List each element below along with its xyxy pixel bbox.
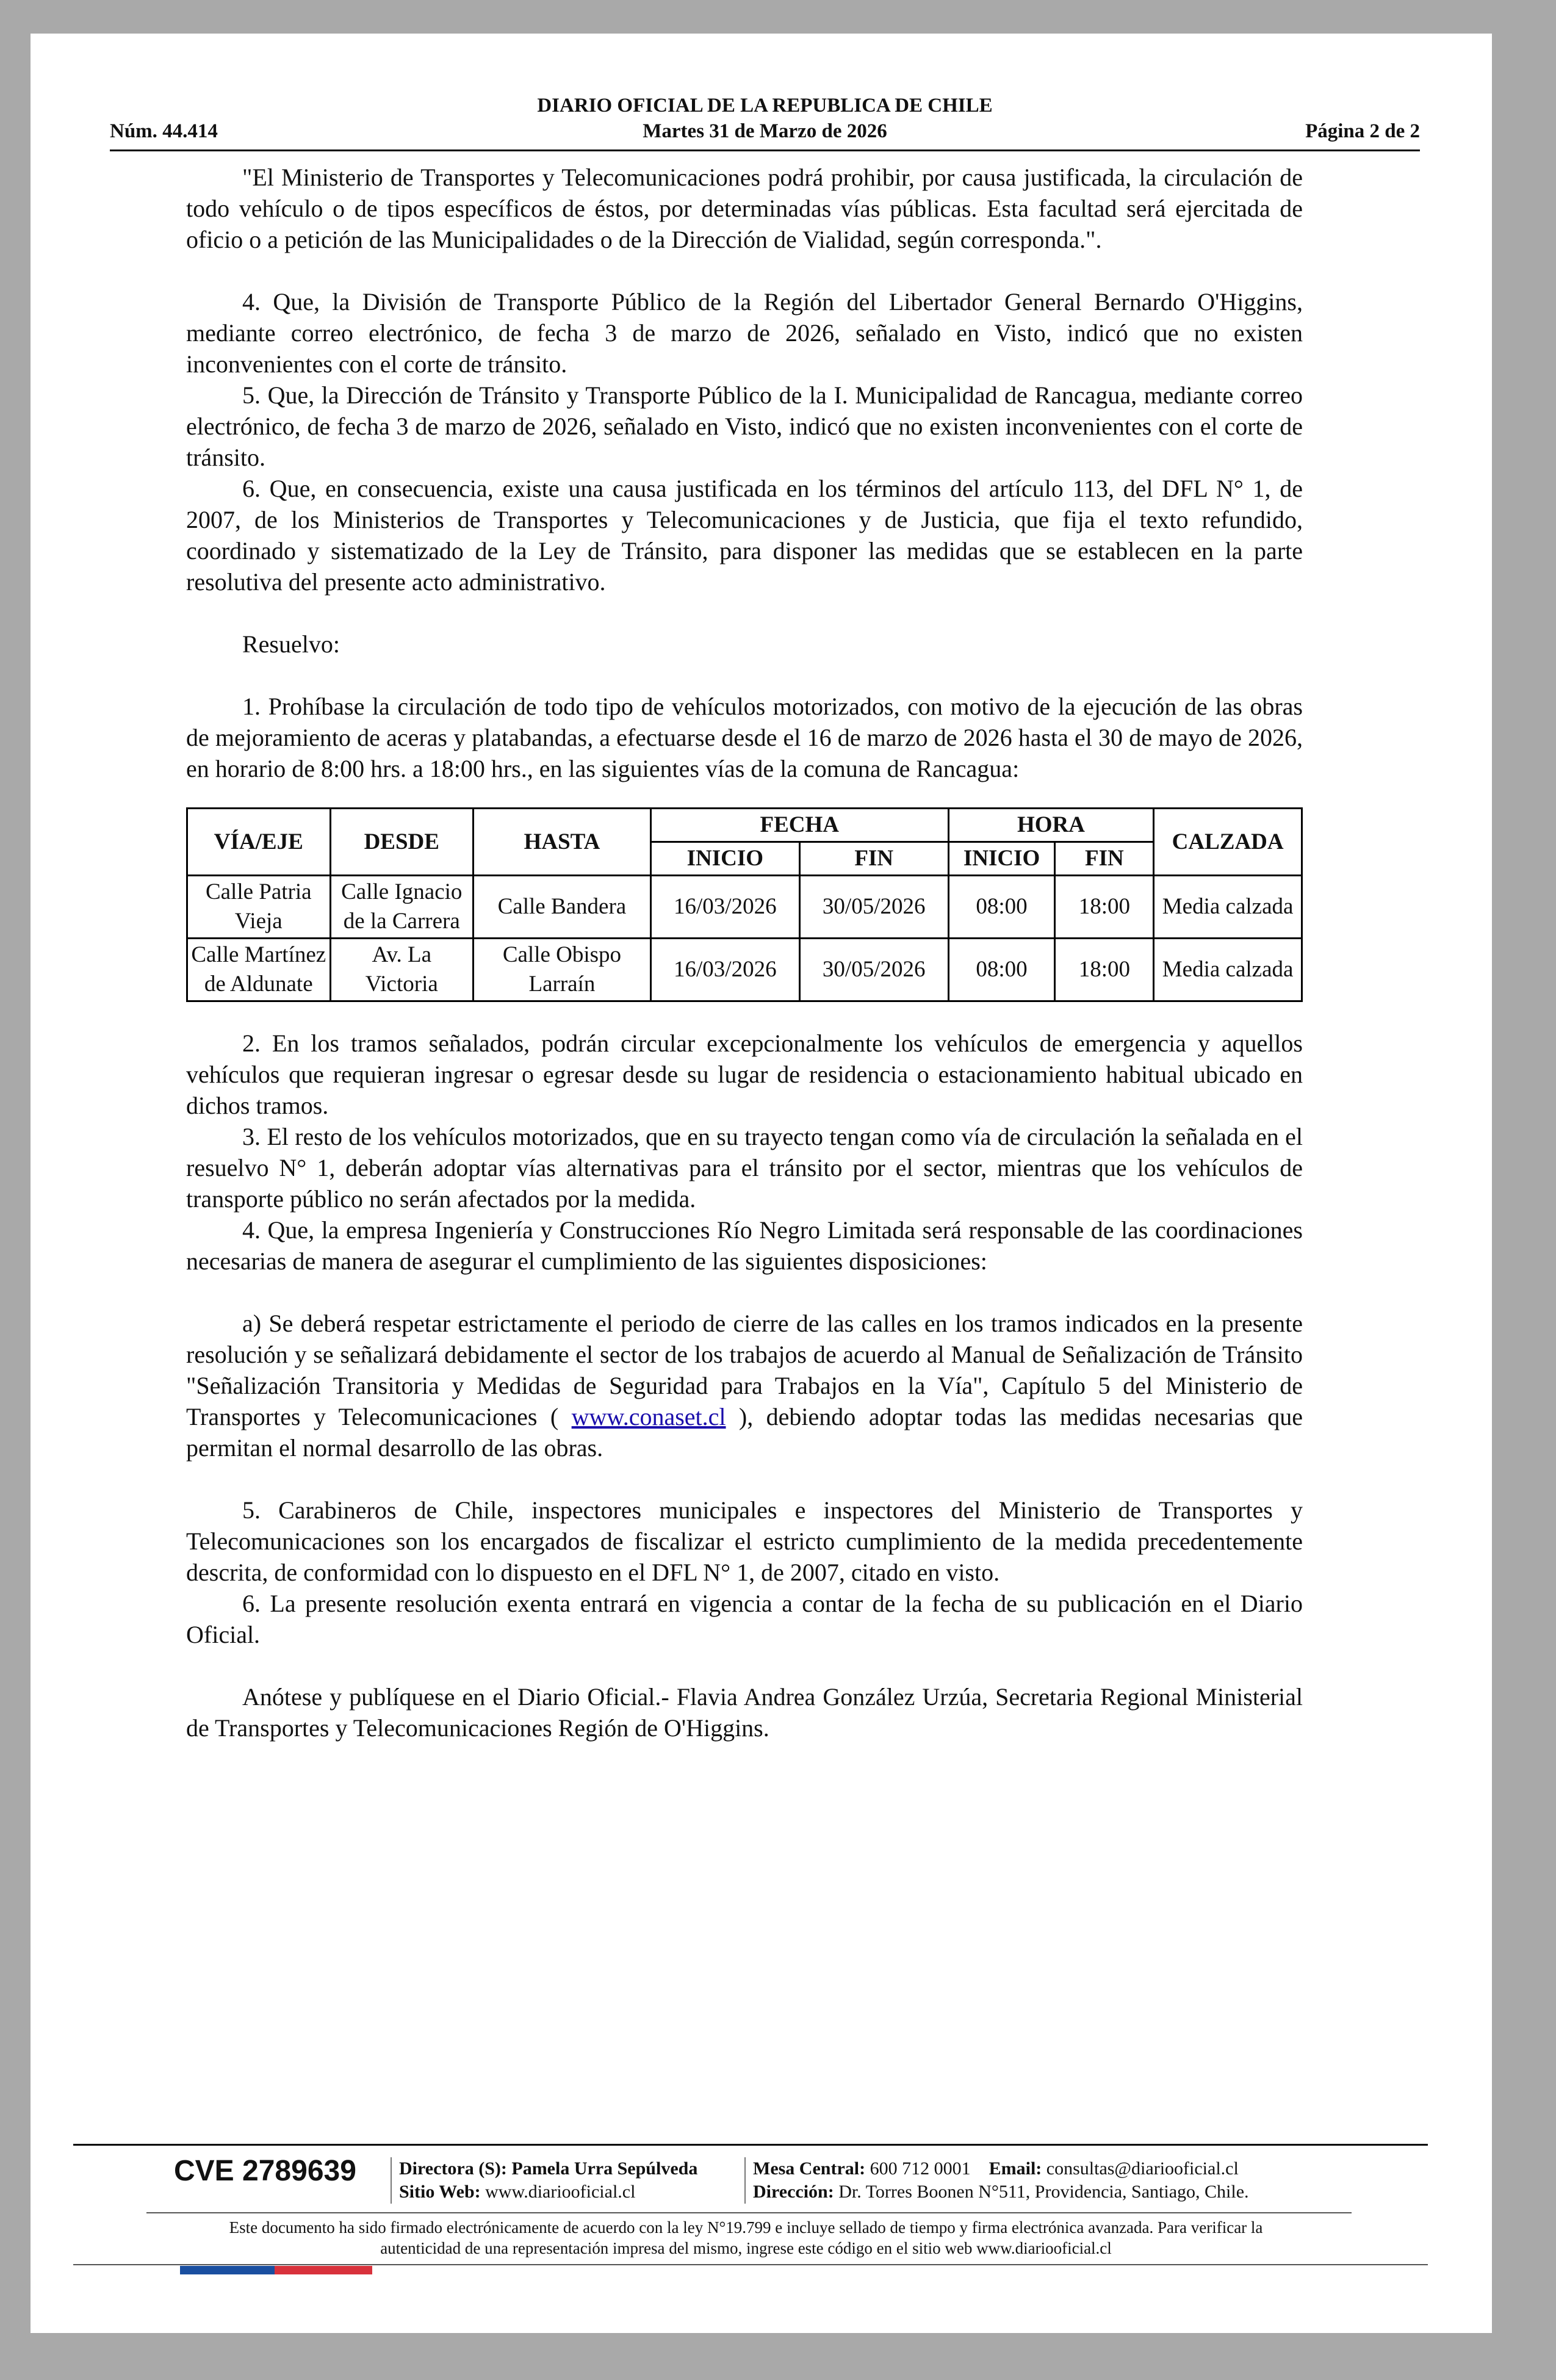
cell-calzada: Media calzada bbox=[1154, 876, 1302, 939]
address-label: Dirección: bbox=[753, 2182, 834, 2202]
cell-calzada: Media calzada bbox=[1154, 939, 1302, 1001]
cell-hora-fin: 18:00 bbox=[1055, 876, 1154, 939]
col-hora-fin: FIN bbox=[1055, 842, 1154, 876]
web-label: Sitio Web: bbox=[399, 2182, 481, 2202]
resuelvo-4a-text: a) Se deberá respetar estrictamente el periodo de cierre de las calles en los tramos indicados en la presente resolución y se señalizará debidamente el sector de los trabajos de acuerdo al Manual de Señalización de Tránsito "Señalización Transitoria y Medidas de Seguridad para Trabajos en la Vía", Capítulo 5 del Ministerio de Transportes y Telecomunicaciones ( bbox=[186, 1310, 1303, 1430]
issue-date: Martes 31 de Marzo de 2026 bbox=[643, 120, 887, 142]
col-fecha-inicio: INICIO bbox=[650, 842, 799, 876]
conaset-link[interactable]: www.conaset.cl bbox=[571, 1403, 726, 1430]
footer-director-block bbox=[391, 2157, 697, 2204]
cell-desde: Av. La Victoria bbox=[330, 939, 474, 1001]
mesa-label: Mesa Central: bbox=[753, 2158, 866, 2179]
considerando-6: 6. Que, en consecuencia, existe una causa justificada en los términos del artículo 113, del DFL N° 1, de 2007, de los Ministerios de Transportes y Telecomunicaciones y de Justicia, que fija el texto refundido, coordinado y sistematizado de la Ley de Tránsito, para disponer las medidas que se establecen en la parte resolutiva del presente acto administrativo. bbox=[186, 475, 1303, 596]
web-value: www.diariooficial.cl bbox=[485, 2182, 636, 2202]
col-fecha-fin: FIN bbox=[799, 842, 948, 876]
col-desde: DESDE bbox=[330, 809, 474, 876]
cell-via: Calle Martínez de Aldunate bbox=[187, 939, 331, 1001]
col-calzada: CALZADA bbox=[1154, 809, 1302, 876]
col-hora-inicio: INICIO bbox=[948, 842, 1055, 876]
mesa-value: 600 712 0001 bbox=[870, 2158, 971, 2179]
cell-hora-fin: 18:00 bbox=[1055, 939, 1154, 1001]
flag-stripe-blue bbox=[180, 2266, 275, 2274]
resuelvo-4: 4. Que, la empresa Ingeniería y Construcciones Río Negro Limitada será responsable de las coordinaciones necesarias de manera de asegurar el cumplimiento de las siguientes disposiciones: bbox=[186, 1216, 1303, 1275]
issue-number: Núm. 44.414 bbox=[110, 120, 218, 142]
page-indicator: Página 2 de 2 bbox=[1305, 120, 1420, 142]
director-label: Directora (S): Pamela Urra Sepúlveda bbox=[399, 2158, 698, 2179]
col-via: VÍA/EJE bbox=[187, 809, 331, 876]
footer-bottom-divider bbox=[73, 2264, 1428, 2265]
resuelvo-4a-text-end: ), debiendo adoptar todas las medidas necesarias que permitan el normal desarrollo de las obras. bbox=[186, 1403, 1303, 1462]
col-hora: HORA bbox=[948, 809, 1154, 842]
cell-hora-inicio: 08:00 bbox=[948, 876, 1055, 939]
cell-fecha-inicio: 16/03/2026 bbox=[650, 876, 799, 939]
resuelvo-3: 3. El resto de los vehículos motorizados, que en su trayecto tengan como vía de circulación la señalada en el resuelvo N° 1, deberán adoptar vías alternativas para el tránsito por el sector, mientras que los vehículos de transporte público no serán afectados por la medida. bbox=[186, 1123, 1303, 1213]
cell-via: Calle Patria Vieja bbox=[187, 876, 331, 939]
closing-signature: Anótese y publíquese en el Diario Oficial.- Flavia Andrea González Urzúa, Secretaria Regional Ministerial de Transportes y Telecomunicaciones Región de O'Higgins. bbox=[186, 1683, 1303, 1742]
resuelvo-6: 6. La presente resolución exenta entrará en vigencia a contar de la fecha de su publicación en el Diario Oficial. bbox=[186, 1590, 1303, 1648]
cell-hora-inicio: 08:00 bbox=[948, 939, 1055, 1001]
cell-desde: Calle Ignacio de la Carrera bbox=[330, 876, 474, 939]
cve-code: CVE 2789639 bbox=[174, 2155, 356, 2187]
closure-table bbox=[186, 807, 1303, 1002]
resuelvo-heading: Resuelvo: bbox=[242, 630, 340, 658]
footer-contact-block bbox=[744, 2157, 1249, 2204]
resuelvo-2: 2. En los tramos señalados, podrán circular excepcionalmente los vehículos de emergencia y aquellos vehículos que requieran ingresar o egresar desde su lugar de residencia o estacionamiento habitual ubicado en dichos tramos. bbox=[186, 1030, 1303, 1119]
cell-fecha-fin: 30/05/2026 bbox=[799, 939, 948, 1001]
col-fecha: FECHA bbox=[650, 809, 948, 842]
email-label: Email: bbox=[989, 2158, 1042, 2179]
cell-hasta: Calle Bandera bbox=[474, 876, 651, 939]
cell-fecha-inicio: 16/03/2026 bbox=[650, 939, 799, 1001]
email-value: consultas@diariooficial.cl bbox=[1046, 2158, 1239, 2179]
page-header bbox=[110, 95, 1420, 151]
cell-hasta: Calle Obispo Larraín bbox=[474, 939, 651, 1001]
footer-thin-divider bbox=[146, 2212, 1352, 2213]
flag-stripe-red bbox=[275, 2266, 372, 2274]
signature-notice: Este documento ha sido firmado electrónicamente de acuerdo con la ley N°19.799 e incluye sellado de tiempo y firma electrónica avanzada. Para verificar la autenticidad de una representación impresa del mismo, ingrese este código en el sitio web www.diariooficial.cl bbox=[229, 2218, 1263, 2257]
table-row bbox=[187, 876, 1302, 939]
footer-divider bbox=[73, 2144, 1428, 2146]
document-body bbox=[186, 162, 1303, 1744]
quoted-paragraph: "El Ministerio de Transportes y Telecomunicaciones podrá prohibir, por causa justificada, la circulación de todo vehículo o de tipos específicos de éstos, por determinadas vías públicas. Esta facultad será ejercitada de oficio o a petición de las Municipalidades o de la Dirección de Vialidad, según corresponda.". bbox=[186, 164, 1303, 253]
cell-fecha-fin: 30/05/2026 bbox=[799, 876, 948, 939]
considerando-5: 5. Que, la Dirección de Tránsito y Transporte Público de la I. Municipalidad de Rancagua, mediante correo electrónico, de fecha 3 de marzo de 2026, señalado en Visto, indicó que no existen inconvenientes con el corte de tránsito. bbox=[186, 381, 1303, 471]
resuelvo-1: 1. Prohíbase la circulación de todo tipo de vehículos motorizados, con motivo de la ejecución de las obras de mejoramiento de aceras y platabandas, a efectuarse desde el 16 de marzo de 2026 hasta el 30 de mayo de 2026, en horario de 8:00 hrs. a 18:00 hrs., en las siguientes vías de la comuna de Rancagua: bbox=[186, 693, 1303, 782]
resuelvo-4a bbox=[186, 1308, 1303, 1463]
considerando-4: 4. Que, la División de Transporte Público de la Región del Libertador General Bernardo O'Higgins, mediante correo electrónico, de fecha 3 de marzo de 2026, señalado en Visto, indicó que no existen inconvenientes con el corte de tránsito. bbox=[186, 288, 1303, 378]
address-value: Dr. Torres Boonen N°511, Providencia, Santiago, Chile. bbox=[838, 2182, 1249, 2202]
newspaper-title: DIARIO OFICIAL DE LA REPUBLICA DE CHILE bbox=[537, 95, 993, 117]
resuelvo-5: 5. Carabineros de Chile, inspectores municipales e inspectores del Ministerio de Transportes y Telecomunicaciones son los encargados de fiscalizar el estricto cumplimiento de la medida precedentemente descrita, de conformidad con lo dispuesto en el DFL N° 1, de 2007, citado en visto. bbox=[186, 1496, 1303, 1586]
col-hasta: HASTA bbox=[474, 809, 651, 876]
table-row bbox=[187, 939, 1302, 1001]
